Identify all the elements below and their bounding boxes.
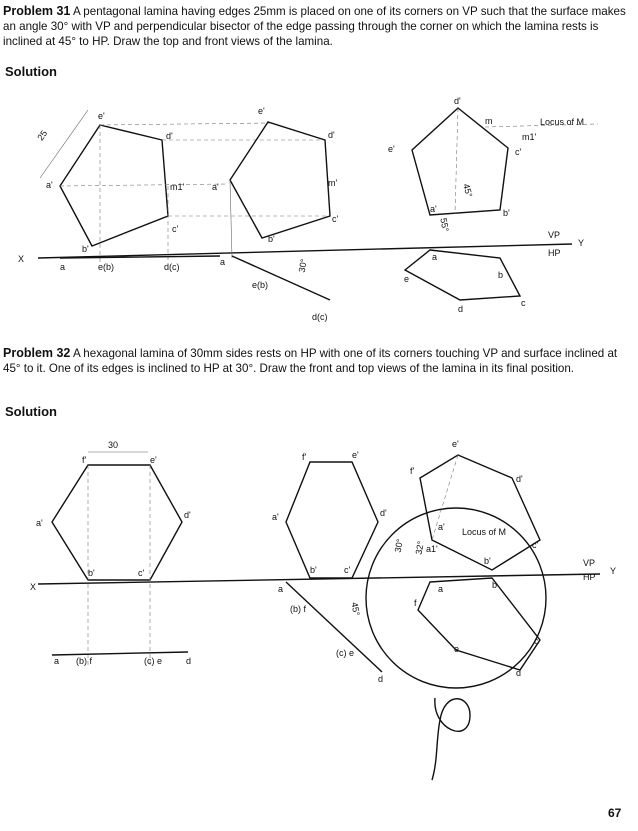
- top-view-line-32b: [286, 582, 382, 672]
- label-e2: e': [258, 106, 265, 116]
- label-tbf2-32: (b) f: [290, 604, 307, 614]
- label-c1-32: c': [138, 568, 145, 578]
- page-number: 67: [608, 806, 622, 820]
- angle-30-label-32: 30°: [392, 538, 405, 554]
- handwritten-mark: [432, 698, 470, 780]
- angle-55-label-31: 55°: [438, 217, 451, 233]
- label-c2-32: c': [344, 565, 351, 575]
- label-td3-32: d: [516, 668, 522, 678]
- problem-32-label: Problem 32: [3, 346, 71, 360]
- label-b2: b': [268, 234, 275, 244]
- dimension-line-25: [40, 110, 88, 178]
- label-a3: a': [430, 204, 437, 214]
- y-label-32: Y: [610, 566, 617, 576]
- label-tce1-32: (c) e: [144, 656, 162, 666]
- label-ta2-32: a: [278, 584, 284, 594]
- label-ta3: a: [432, 252, 438, 262]
- top-view-line-32a: [52, 652, 188, 655]
- label-te3: e: [404, 274, 410, 284]
- solution-31-heading: Solution: [5, 64, 57, 79]
- label-a3-32: a': [438, 522, 445, 532]
- x-label-32: X: [30, 582, 37, 592]
- label-a2: a': [212, 182, 219, 192]
- label-d2-32: d': [380, 508, 387, 518]
- angle-30-label-31: 30°: [296, 258, 309, 274]
- angle-45-label-32: 45°: [349, 601, 362, 617]
- label-m13: m1': [522, 132, 537, 142]
- label-a2-32: a': [272, 512, 279, 522]
- locus-circle-32: [366, 508, 546, 688]
- label-a1-32: a': [36, 518, 43, 528]
- vp-label-32: VP: [583, 558, 596, 568]
- label-tb3: b: [498, 270, 504, 280]
- label-e1: e': [98, 111, 105, 121]
- dimension-30-label: 30: [108, 440, 119, 450]
- label-b2-32: b': [310, 565, 317, 575]
- locus-of-m-31: Locus of M: [540, 117, 585, 127]
- label-ta1: a: [60, 262, 66, 272]
- label-e2-32: e': [352, 450, 359, 460]
- label-a13-32: a1': [426, 544, 438, 554]
- projector-31a: [100, 123, 270, 125]
- hp-label-32: HP: [583, 572, 596, 582]
- problem-31-text: A pentagonal lamina having edges 25mm is placed on one of its corners on VP such that the surface makes an angle 30° with VP and perpendicular bisector of the edge passing through the corner on which the lamina rests is inclined at 45° to HP. Draw the top and front views of the lamina.: [3, 5, 626, 48]
- label-ta1-32: a: [54, 656, 60, 666]
- label-tc3: c: [521, 298, 526, 308]
- label-tdc2: d(c): [312, 312, 328, 322]
- label-e3-32: e': [452, 439, 459, 449]
- bisector-31: [455, 108, 458, 214]
- pentagon-view-1: [60, 125, 168, 246]
- label-d3-32: d': [516, 474, 523, 484]
- figure-31: [18, 96, 598, 322]
- label-f2: f': [302, 452, 307, 462]
- problem-32-text: A hexagonal lamina of 30mm sides rests on HP with one of its corners touching VP and surface inclined at 45° to it. One of its edges is inclined to HP at 30°. Draw the front and top views of the lamina in its final position.: [3, 347, 618, 375]
- label-d2: d': [328, 130, 335, 140]
- label-f3-32: f': [410, 466, 415, 476]
- label-tbf1-32: (b) f: [76, 656, 93, 666]
- angle-45-label-31: 45°: [461, 182, 475, 199]
- dimension-25-label: 25: [35, 128, 50, 143]
- problem-31-label: Problem 31: [3, 4, 71, 18]
- xy-line-31: [38, 244, 572, 258]
- xy-line-32: [38, 574, 600, 584]
- label-c1: c': [172, 224, 179, 234]
- hexagon-view-1: [52, 465, 182, 580]
- label-m2: m': [328, 178, 338, 188]
- label-d3: d': [454, 96, 461, 106]
- label-c2: c': [332, 214, 339, 224]
- y-label-31: Y: [578, 238, 585, 248]
- label-tce2-32: (c) e: [336, 648, 354, 658]
- x-label-31: X: [18, 254, 25, 264]
- label-b1: b': [82, 244, 89, 254]
- figure-32: [30, 439, 616, 780]
- pentagon-2-edge: [230, 180, 232, 258]
- label-b3-32: b': [484, 556, 491, 566]
- vp-label-31: VP: [548, 230, 561, 240]
- label-f1: f': [82, 455, 87, 465]
- top-view-line-2: [232, 256, 330, 300]
- pentagon-view-3: [412, 108, 508, 215]
- hexagon-top-view-3: [418, 578, 540, 670]
- label-teb2: e(b): [252, 280, 269, 290]
- label-e3: e': [388, 144, 395, 154]
- label-m1: m1': [170, 182, 185, 192]
- label-teb1: e(b): [98, 262, 115, 272]
- label-d1-32: d': [184, 510, 191, 520]
- label-tf3-32: f: [414, 598, 417, 608]
- label-ta2: a: [220, 257, 226, 267]
- hexagon-view-3: [420, 455, 540, 570]
- label-td2-32: d: [378, 674, 384, 684]
- label-d1: d': [166, 131, 173, 141]
- label-tb3-32: b: [492, 580, 498, 590]
- label-b3: b': [503, 208, 510, 218]
- label-tc3-32: c: [534, 636, 539, 646]
- label-te3-32: e: [454, 644, 460, 654]
- hp-label-31: HP: [548, 248, 561, 258]
- label-e1-32: e': [150, 455, 157, 465]
- angle-32-label-32: 32°: [413, 540, 426, 556]
- label-m3: m: [485, 116, 493, 126]
- solution-32-heading: Solution: [5, 404, 57, 419]
- label-td3: d: [458, 304, 464, 314]
- hexagon-view-2: [286, 462, 378, 578]
- label-ta3-32: a: [438, 584, 444, 594]
- label-c3-32: c': [532, 540, 539, 550]
- pentagon-view-2: [230, 122, 330, 238]
- label-tdc1: d(c): [164, 262, 180, 272]
- locus-of-m-32: Locus of M: [462, 527, 507, 537]
- label-a1: a': [46, 180, 53, 190]
- label-b1-32: b': [88, 568, 95, 578]
- projector-31c: [60, 184, 228, 186]
- label-td1-32: d: [186, 656, 192, 666]
- label-c3: c': [515, 147, 522, 157]
